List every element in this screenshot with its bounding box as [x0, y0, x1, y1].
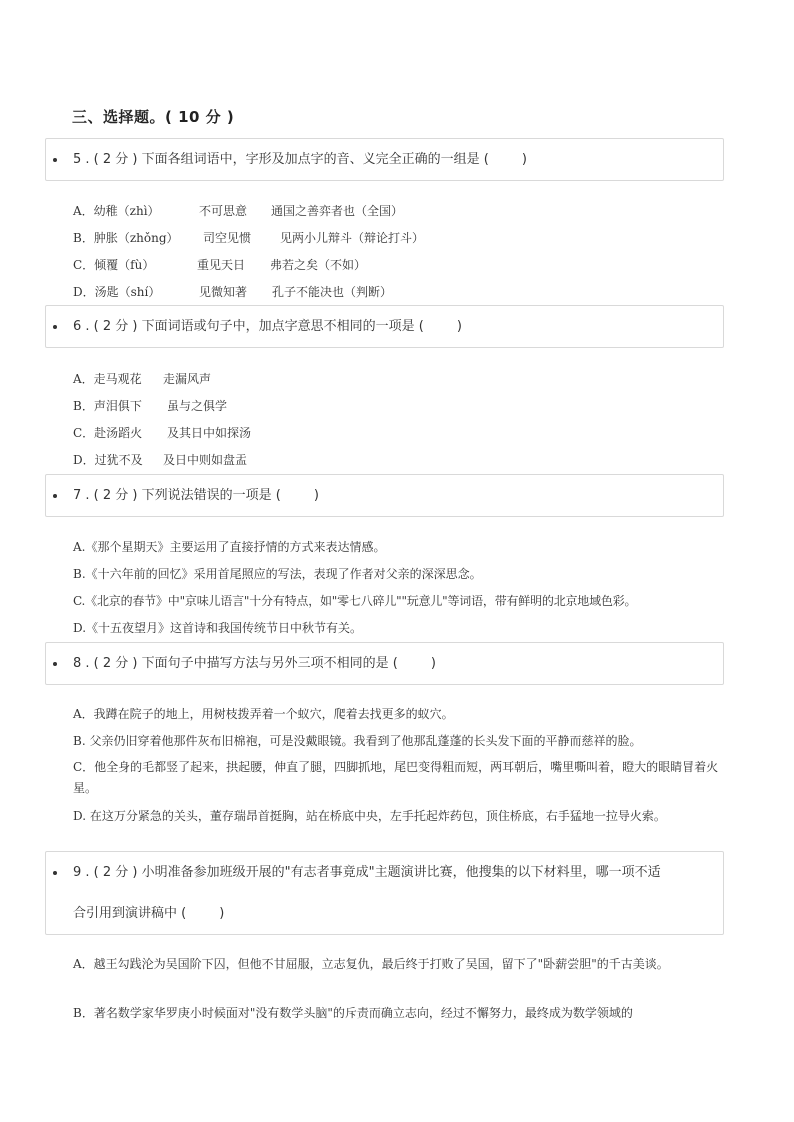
option-d: D．过犹不及 及日中则如盘盂 — [73, 453, 248, 467]
bullet-icon — [53, 662, 57, 666]
option-c: C．倾覆（fù） 重见天日 弗若之矣（不如） — [73, 258, 367, 272]
option-d: D.《十五夜望月》这首诗和我国传统节日中秋节有关。 — [73, 621, 363, 635]
option-a: A．走马观花 走漏风声 — [73, 372, 212, 386]
bullet-icon — [53, 494, 57, 498]
option-a: A．越王勾践沦为吴国阶下囚，但他不甘屈服，立志复仇，最后终于打败了吴国，留下了"卧薪尝胆"的千古美谈。 — [73, 957, 669, 971]
option-d: D. 在这万分紧急的关头，董存瑞昂首挺胸，站在桥底中央，左手托起炸药包，顶住桥底，右手猛地一拉导火索。 — [73, 809, 666, 823]
bullet-icon — [53, 871, 57, 875]
question-text-line1: 9 . ( 2 分 ) 小明准备参加班级开展的"有志者事竟成"主题演讲比赛，他搜集的以下材料里，哪一项不适 — [73, 865, 661, 880]
option-b: B. 父亲仍旧穿着他那件灰布旧棉袍，可是没戴眼镜。我看到了他那乱蓬蓬的长头发下面的平静而慈祥的脸。 — [73, 734, 642, 748]
question-7 — [45, 474, 724, 517]
bullet-icon — [53, 158, 57, 162]
option-a: A.《那个星期天》主要运用了直接抒情的方式来表达情感。 — [73, 540, 386, 554]
option-b: B．肿胀（zhǒng） 司空见惯 见两小儿辩斗（辩论打斗） — [73, 231, 425, 245]
question-9 — [45, 851, 724, 935]
option-d: D．汤匙（shí） 见微知著 孔子不能决也（判断） — [73, 285, 393, 299]
option-b: B.《十六年前的回忆》采用首尾照应的写法，表现了作者对父亲的深深思念。 — [73, 567, 482, 581]
bullet-icon — [53, 325, 57, 329]
option-a: A．我蹲在院子的地上，用树枝拨弄着一个蚁穴，爬着去找更多的蚁穴。 — [73, 707, 454, 721]
question-text-line2: 合引用到演讲稿中 ( ) — [73, 906, 225, 921]
option-a: A．幼稚（zhì） 不可思意 通国之善弈者也（全国） — [73, 204, 404, 218]
question-5 — [45, 138, 724, 181]
question-8 — [45, 642, 724, 685]
question-6 — [45, 305, 724, 348]
question-text: 6 . ( 2 分 ) 下面词语或句子中，加点字意思不相同的一项是 ( ) — [73, 319, 462, 334]
question-text: 5 . ( 2 分 ) 下面各组词语中，字形及加点字的音、义完全正确的一组是 ( ) — [73, 152, 527, 167]
section-title: 三、选择题。( 10 分 ) — [72, 108, 235, 126]
option-b: B．著名数学家华罗庚小时候面对"没有数学头脑"的斥责而确立志向，经过不懈努力，最终成为数学领域的 — [73, 1006, 633, 1020]
question-text: 7 . ( 2 分 ) 下列说法错误的一项是 ( ) — [73, 488, 319, 503]
option-c: C.《北京的春节》中"京味儿语言"十分有特点，如"零七八碎儿""玩意儿"等词语，带有鲜明的北京地域色彩。 — [73, 594, 637, 608]
question-text: 8 . ( 2 分 ) 下面句子中描写方法与另外三项不相同的是 ( ) — [73, 656, 436, 671]
option-c: C．赴汤蹈火 及其日中如探汤 — [73, 426, 252, 440]
option-b: B．声泪俱下 虽与之俱学 — [73, 399, 228, 413]
option-c: C．他全身的毛都竖了起来，拱起腰，伸直了腿，四脚抓地，尾巴变得粗而短，两耳朝后，嘴里嘶叫着，瞪大的眼睛冒着火星。 — [73, 760, 719, 795]
